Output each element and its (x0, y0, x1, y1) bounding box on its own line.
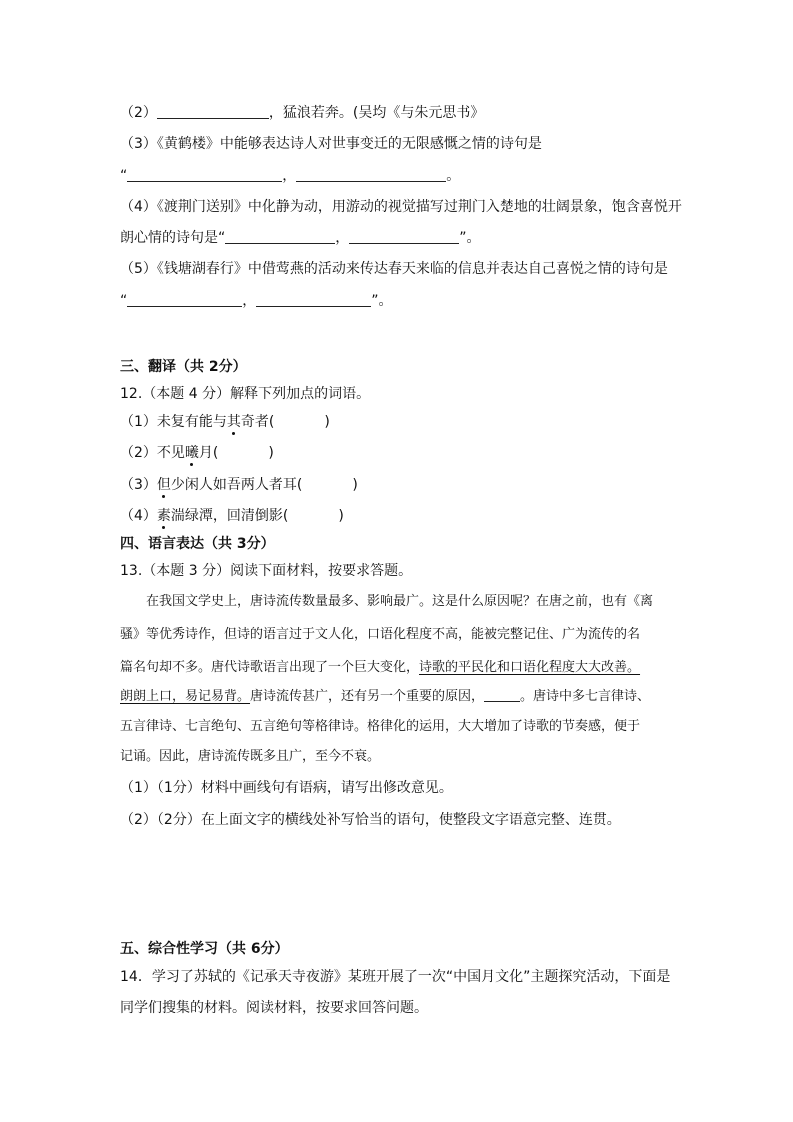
material-line-1: 在我国文学史上，唐诗流传数量最多、影响最广。这是什么原因呢？在唐之前，也有《离 (146, 594, 654, 609)
section5-heading: 五、综合性学习（共 6分） (120, 941, 289, 957)
q12-item3: （3）但少闲人如吾两人者耳( ) (120, 477, 358, 493)
section3-heading: 三、翻译（共 2分） (120, 359, 247, 375)
material-line-2: 骚》等优秀诗作，但诗的语言过于文人化，口语化程度不高，能被完整记住、广为流传的名 (120, 627, 641, 642)
q12-item4: （4）素湍绿潭，回清倒影( ) (120, 508, 344, 524)
q11-item3-answer: “ ， 。 (120, 168, 461, 184)
q11-item5-prompt: （5）《钱塘湖春行》中借莺燕的活动来传达春天来临的信息并表达自己喜悦之情的诗句是 (120, 261, 668, 277)
q11-item2-text: ，猛浪若奔。(吴均《与朱元思书》 (268, 105, 485, 121)
q12-item2: （2）不见曦月( ) (120, 445, 274, 461)
q11-item2 (120, 104, 484, 122)
q12-prompt: 12.（本题 4 分）解释下列加点的词语。 (120, 386, 371, 402)
section4-heading: 四、语言表达（共 3分） (120, 536, 275, 552)
material-line-4: 朗朗上口，易记易背。唐诗流传甚广，还有另一个重要的原因， 。唐诗中多七言律诗、 (120, 689, 651, 704)
q11-item5-answer: “ ， ”。 (120, 293, 393, 309)
answer-blank[interactable] (127, 167, 282, 182)
q11-item2-number: （2） (120, 105, 157, 121)
material-line-3: 篇名句却不多。唐代诗歌语言出现了一个巨大变化，诗歌的平民化和口语化程度大大改善。 (120, 660, 641, 675)
q13-sub1: （1）（1分）材料中画线句有语病，请写出修改意见。 (120, 780, 453, 796)
q12-item1: （1）未复有能与其奇者( ) (120, 414, 330, 430)
answer-blank[interactable] (256, 292, 371, 307)
q11-item4-answer: 朗心情的诗句是“ ， ”。 (120, 230, 481, 246)
q11-item4-prompt: （4）《渡荆门送别》中化静为动，用游动的视觉描写过荆门入楚地的壮阔景象，饱含喜悦开 (120, 199, 682, 215)
underlined-sentence: 朗朗上口，易记易背。 (120, 689, 251, 704)
answer-blank[interactable] (127, 292, 242, 307)
dotted-char: 曦 (184, 445, 199, 461)
dotted-char: 但 (156, 477, 171, 493)
answer-blank[interactable] (157, 104, 269, 119)
material-line-6: 记诵。因此，唐诗流传既多且广，至今不衰。 (120, 749, 381, 764)
q11-item3-prompt: （3）《黄鹤楼》中能够表达诗人对世事变迁的无限感慨之情的诗句是 (120, 136, 542, 152)
q13-sub2: （2）（2分）在上面文字的横线处补写恰当的语句，使整段文字语意完整、连贯。 (120, 812, 621, 828)
underlined-sentence: 诗歌的平民化和口语化程度大大改善。 (419, 660, 641, 675)
q14-line2: 同学们搜集的材料。阅读材料，按要求回答问题。 (120, 1000, 428, 1016)
q14-line1: 14．学习了苏轼的《记承天寺夜游》某班开展了一次“中国月文化”主题探究活动，下面是 (120, 969, 671, 985)
answer-blank[interactable] (349, 229, 459, 244)
dotted-char: 素 (156, 508, 171, 524)
answer-blank[interactable] (296, 167, 446, 182)
fill-in-blank[interactable] (484, 687, 520, 702)
answer-blank[interactable] (225, 229, 335, 244)
material-line-5: 五言律诗、七言绝句、五言绝句等格律诗。格律化的运用，大大增加了诗歌的节奏感，便于 (120, 719, 641, 734)
q13-prompt: 13.（本题 3 分）阅读下面材料，按要求答题。 (120, 563, 413, 579)
dotted-char: 其 (226, 414, 241, 430)
